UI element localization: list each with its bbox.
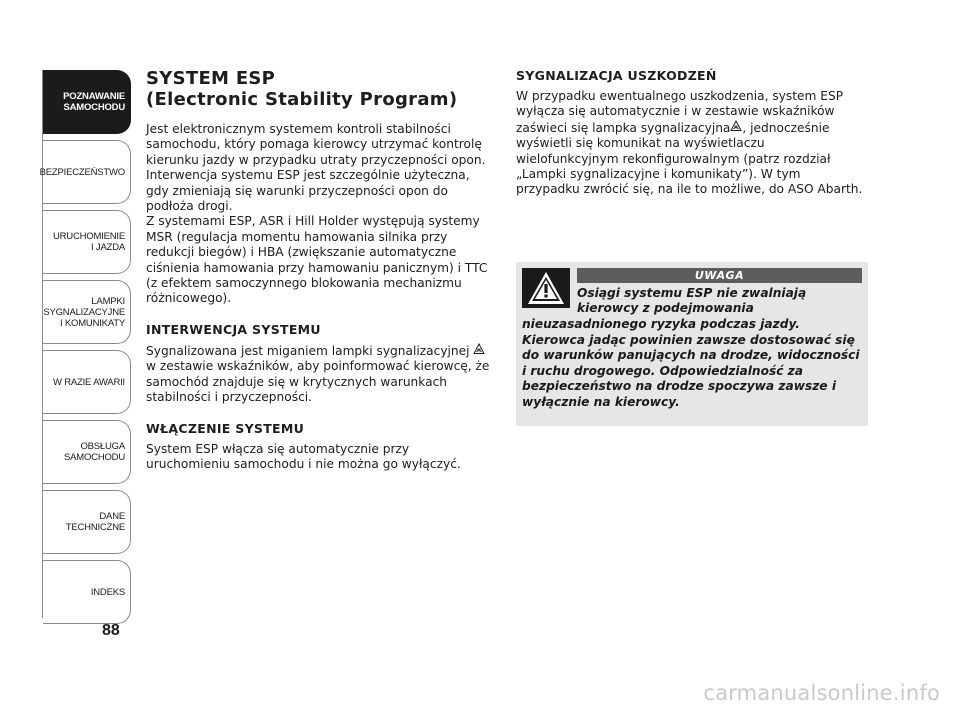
right-column [516,68,866,198]
tab-uruchomienie-i-jazda[interactable] [43,210,131,274]
tab-label: INDEKS [90,586,125,598]
tab-label: URUCHOMIENIE I JAZDA [52,231,125,253]
warning-body-text: nieuzasadnionego ryzyka podczas jazdy. Kierowca jadąc powinien zawsze dostosować się do warunków panujących na drodze, widoczności i ruchu drogowego. Odpowiedzialność za bezpieczeństwo na drodze spoczywa zawsze i wyłącznie na kierowcy. [522,317,860,409]
esp-warning-light-icon [730,120,742,134]
tab-label: LAMPKI SYGNALIZACYJNE I KOMUNIKATY [43,295,125,329]
tab-label: DANE TECHNICZNE [65,511,125,533]
section-text-part-b: w zestawie wskaźników, aby poinformować kierowcę, że samochód znajduje się w krytycznych warunkach stabilności i przyczepności. [146,359,490,405]
section-text-wlaczenie: System ESP włącza się automatycznie przy uruchomieniu samochodu i nie można go wyłączyć. [146,441,461,471]
tab-lampki-sygnalizacyjne[interactable] [43,280,131,344]
tab-poznawanie-samochodu[interactable] [43,70,131,134]
page-number: 88 [102,622,120,639]
watermark: carmanualsonline.info [703,681,940,705]
tab-label: BEZPIECZEŃSTWO [39,166,125,178]
section-heading-interwencja: INTERWENCJA SYSTEMU [146,321,321,337]
title-line-1: SYSTEM ESP [146,68,276,89]
section-text-part-b: , jednocześnie wyświetli się komunikat na wyświetlaczu wielofunkcyjnym rekonfigurowalnym (patrz rozdział „Lampki sygnalizacyjne i komunikaty”). W tym przypadku zwrócić się, na ile to możliwe, do ASO Abarth. [516,120,863,197]
warning-banner: UWAGA [577,268,862,283]
section-heading-sygnalizacja: SYGNALIZACJA USZKODZEŃ [516,68,717,83]
section-heading-wlaczenie: WŁĄCZENIE SYSTEMU [146,420,305,436]
tab-indeks[interactable] [43,560,131,624]
intro-paragraph-2: Z systemami ESP, ASR i Hill Holder występują systemy MSR (regulacja momentu hamowania silnika przy redukcji biegów) i HBA (zwiększanie automatyczne ciśnienia hamowania przy hamowaniu panicznym) i TTC (z efektem samoczynnego blokowania mechanizmu różnicowego). [146,214,488,306]
tab-label: OBSŁUGA SAMOCHODU [63,441,125,463]
warning-box [516,262,868,426]
warning-triangle-icon [522,268,570,308]
section-text-sygnalizacja [516,89,866,198]
tab-obsluga-samochodu[interactable] [43,420,131,484]
tab-bezpieczenstwo[interactable] [39,140,131,204]
tab-w-razie-awarii[interactable] [43,350,131,414]
warning-lead-text: Osiągi systemu ESP nie zwalniają kierowcy z podejmowania [577,286,807,315]
esp-warning-light-icon [473,343,485,357]
tab-label: POZNAWANIE SAMOCHODU [63,91,125,113]
chapter-sidebar [39,70,133,618]
section-text-part-a: W przypadku ewentualnego uszkodzenia, system ESP wyłącza się automatycznie i w zestawie wskaźników zaświeci się lampka sygnalizacyjna [516,89,844,135]
left-column [146,68,494,472]
tab-label: W RAZIE AWARII [53,376,125,388]
intro-paragraph: Jest elektronicznym systemem kontroli stabilności samochodu, który pomaga kierowcy utrzymać kontrolę kierunku jazdy w przypadku utraty przyczepności opon. Interwencja systemu ESP jest szczególnie użyteczna, gdy zmieniają się warunki przyczepności opon do podłoża drogi. [146,122,486,214]
tab-dane-techniczne[interactable] [43,490,131,554]
title-line-2: (Electronic Stability Program) [146,89,458,110]
section-text-part-a: Sygnalizowana jest miganiem lampki sygnalizacyjnej [146,343,470,358]
page-title [146,68,494,110]
section-text-interwencja [146,343,494,406]
